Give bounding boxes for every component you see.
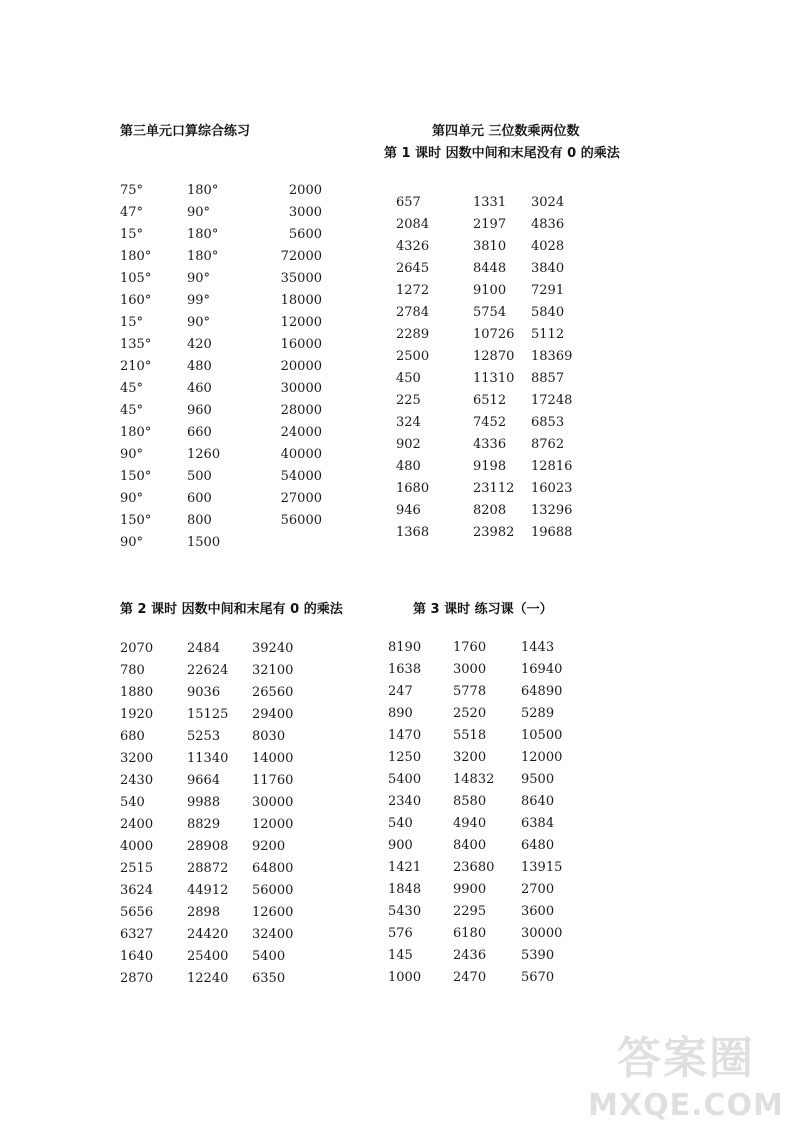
lesson3-column-2-value: 14832: [453, 772, 495, 787]
unit3-column-2-value: 90°: [187, 205, 211, 220]
unit3-column-2: [187, 180, 220, 554]
unit4-column-1-value: 1272: [396, 283, 430, 298]
unit4-column-1-value: 1680: [396, 481, 430, 496]
unit4-column-2-value: 8448: [473, 261, 507, 276]
unit4-column-2-value: 4336: [473, 437, 507, 452]
unit3-column-3-value: 2000: [288, 183, 322, 198]
unit3-column-3-value: 12000: [280, 315, 322, 330]
unit4-column-2-value: 2197: [473, 217, 507, 232]
watermark-logo: [586, 1033, 786, 1123]
lesson3-column-3-value: 8640: [521, 794, 555, 809]
unit4-column-3-value: 8857: [531, 371, 565, 386]
unit4-column-1-value: 2784: [396, 305, 430, 320]
unit3-column-1-value: 105°: [120, 271, 152, 286]
unit4-column-2-value: 23112: [473, 481, 515, 496]
unit3-column-1-value: 90°: [120, 535, 144, 550]
lesson3-column-3-value: 3600: [521, 904, 555, 919]
lesson3-column-2-value: 1760: [453, 640, 487, 655]
lesson3-column-2-value: 5778: [453, 684, 487, 699]
lesson3-column-3-value: 30000: [521, 926, 563, 941]
unit3-column-1-value: 180°: [120, 249, 152, 264]
unit4-column-1-value: 1368: [396, 525, 430, 540]
unit3-column-3-value: 20000: [280, 359, 322, 374]
unit4-column-2-value: 11310: [473, 371, 515, 386]
unit4-column-1-value: 946: [396, 503, 421, 518]
lesson3-column-2-value: 2436: [453, 948, 487, 963]
unit3-column-2-value: 99°: [187, 293, 211, 308]
lesson3-column-2-value: 3000: [453, 662, 487, 677]
unit3-column-3-value: 35000: [280, 271, 322, 286]
lesson3-column-3-value: 5289: [521, 706, 555, 721]
unit4-column-3-value: 3840: [531, 261, 565, 276]
unit3-column-3-value: 24000: [280, 425, 322, 440]
unit4-column-3-value: 3024: [531, 195, 565, 210]
unit3-column-3-value: 16000: [280, 337, 322, 352]
lesson3-column-1-value: 1470: [388, 728, 422, 743]
unit3-column-2-value: 500: [187, 469, 212, 484]
lesson2-column-2-value: 9988: [187, 795, 221, 810]
lesson2-column-2-value: 5253: [187, 729, 221, 744]
lesson2-column-3-value: 11760: [252, 773, 294, 788]
unit4-column-3-value: 5840: [531, 305, 565, 320]
lesson2-column-3-value: 30000: [252, 795, 294, 810]
lesson3-column-2-value: 9900: [453, 882, 487, 897]
lesson2-column-3-value: 29400: [252, 707, 294, 722]
lesson3-column-2: [453, 637, 494, 989]
unit3-column-1-value: 150°: [120, 513, 152, 528]
lesson3-column-3-value: 2700: [521, 882, 555, 897]
lesson2-column-2-value: 22624: [187, 663, 229, 678]
unit4-column-3-value: 5112: [531, 327, 565, 342]
lesson3-column-1-value: 540: [388, 816, 413, 831]
unit3-column-2-value: 660: [187, 425, 212, 440]
lesson3-column-1-value: 1421: [388, 860, 422, 875]
lesson2-column-2-value: 12240: [187, 971, 229, 986]
unit3-column-1-value: 90°: [120, 491, 144, 506]
unit3-column-1-value: 45°: [120, 381, 144, 396]
lesson2-column-1-value: 1920: [120, 707, 154, 722]
lesson2-column-1-value: 680: [120, 729, 145, 744]
lesson2-column-2-value: 28908: [187, 839, 229, 854]
unit3-column-2-value: 960: [187, 403, 212, 418]
lesson2-column-1-value: 5656: [120, 905, 154, 920]
lesson2-column-3-value: 32400: [252, 927, 294, 942]
lesson3-column-3-value: 64890: [521, 684, 563, 699]
unit4-column-3-value: 16023: [531, 481, 573, 496]
lesson2-column-3-value: 14000: [252, 751, 294, 766]
lesson3-column-2-value: 6180: [453, 926, 487, 941]
unit4-column-1-value: 2289: [396, 327, 430, 342]
unit3-column-3-value: 5600: [288, 227, 322, 242]
lesson3-column-1-value: 5430: [388, 904, 422, 919]
lesson2-column-3-value: 9200: [252, 839, 286, 854]
lesson2-column-1-value: 2070: [120, 641, 154, 656]
unit4-column-2-value: 1331: [473, 195, 507, 210]
lesson3-column-2-value: 8400: [453, 838, 487, 853]
lesson2-column-1-value: 3624: [120, 883, 154, 898]
watermark-top-text: 答案圈: [617, 1033, 755, 1084]
lesson2-column-3: [252, 638, 293, 990]
lesson2-title: 第 2 课时 因数中间和末尾有 0 的乘法: [120, 602, 343, 617]
watermark-bottom-text: MXQE.COM: [588, 1088, 784, 1123]
unit3-column-2-value: 800: [187, 513, 212, 528]
lesson2-column-1-value: 6327: [120, 927, 154, 942]
unit4-column-3-value: 18369: [531, 349, 573, 364]
lesson3-column-3-value: 9500: [521, 772, 555, 787]
lesson3-column-1-value: 1250: [388, 750, 422, 765]
unit3-column-1-value: 210°: [120, 359, 152, 374]
unit4-column-2-value: 10726: [473, 327, 515, 342]
unit4-column-1: [396, 192, 429, 544]
unit3-column-3-value: 72000: [280, 249, 322, 264]
unit3-column-1-value: 160°: [120, 293, 152, 308]
unit3-column-3-value: 3000: [288, 205, 322, 220]
unit4-column-1-value: 902: [396, 437, 421, 452]
unit4-column-2: [473, 192, 514, 544]
unit4-column-1-value: 2084: [396, 217, 430, 232]
lesson3-column-3-value: 12000: [521, 750, 563, 765]
unit4-column-2-value: 7452: [473, 415, 507, 430]
lesson2-column-3-value: 12600: [252, 905, 294, 920]
unit4-column-3-value: 12816: [531, 459, 573, 474]
lesson2-column-1-value: 2400: [120, 817, 154, 832]
lesson3-column-3: [521, 637, 562, 989]
unit4-column-2-value: 9100: [473, 283, 507, 298]
lesson3-column-1-value: 5400: [388, 772, 422, 787]
unit3-column-1-value: 150°: [120, 469, 152, 484]
lesson3-column-1-value: 145: [388, 948, 413, 963]
unit3-column-1-value: 180°: [120, 425, 152, 440]
unit4-lesson1-subtitle: 第 1 课时 因数中间和末尾没有 0 的乘法: [384, 146, 620, 161]
lesson3-title: 第 3 课时 练习课（一）: [413, 602, 553, 617]
lesson2-column-2-value: 24420: [187, 927, 229, 942]
unit4-column-2-value: 6512: [473, 393, 507, 408]
unit4-column-3-value: 4028: [531, 239, 565, 254]
unit3-column-3-value: 27000: [280, 491, 322, 506]
lesson2-column-1-value: 780: [120, 663, 145, 678]
lesson3-column-3-value: 16940: [521, 662, 563, 677]
lesson2-column-3-value: 26560: [252, 685, 294, 700]
unit3-column-3-value: 54000: [280, 469, 322, 484]
lesson3-column-1-value: 900: [388, 838, 413, 853]
lesson2-column-2-value: 2898: [187, 905, 221, 920]
lesson3-column-1-value: 247: [388, 684, 413, 699]
lesson3-column-1-value: 8190: [388, 640, 422, 655]
unit3-column-2-value: 1500: [187, 535, 221, 550]
unit3-column-2-value: 420: [187, 337, 212, 352]
unit3-column-2-value: 90°: [187, 315, 211, 330]
lesson2-column-3-value: 6350: [252, 971, 286, 986]
unit4-column-3-value: 13296: [531, 503, 573, 518]
unit4-column-3-value: 8762: [531, 437, 565, 452]
unit4-column-2-value: 23982: [473, 525, 515, 540]
unit4-column-1-value: 2645: [396, 261, 430, 276]
lesson2-column-2-value: 15125: [187, 707, 229, 722]
lesson2-column-1-value: 1880: [120, 685, 154, 700]
lesson2-column-3-value: 64800: [252, 861, 294, 876]
lesson3-column-3-value: 10500: [521, 728, 563, 743]
lesson2-column-2: [187, 638, 228, 990]
unit4-column-2-value: 12870: [473, 349, 515, 364]
unit4-column-3-value: 19688: [531, 525, 573, 540]
lesson2-column-1: [120, 638, 153, 990]
unit3-column-2-value: 460: [187, 381, 212, 396]
lesson2-column-3-value: 5400: [252, 949, 286, 964]
unit3-column-3-value: 28000: [280, 403, 322, 418]
lesson3-column-1-value: 1000: [388, 970, 422, 985]
unit4-column-2-value: 5754: [473, 305, 507, 320]
lesson3-column-2-value: 5518: [453, 728, 487, 743]
lesson2-column-2-value: 9036: [187, 685, 221, 700]
unit3-column-1-value: 90°: [120, 447, 144, 462]
lesson2-column-2-value: 28872: [187, 861, 229, 876]
lesson2-column-3-value: 39240: [252, 641, 294, 656]
lesson2-column-1-value: 4000: [120, 839, 154, 854]
lesson3-column-3-value: 6480: [521, 838, 555, 853]
lesson2-column-2-value: 9664: [187, 773, 221, 788]
unit3-column-1-value: 75°: [120, 183, 144, 198]
unit3-column-3-value: 18000: [280, 293, 322, 308]
lesson2-column-2-value: 8829: [187, 817, 221, 832]
unit3-column-2-value: 480: [187, 359, 212, 374]
unit4-column-2-value: 3810: [473, 239, 507, 254]
unit3-column-2-value: 180°: [187, 249, 219, 264]
lesson3-column-2-value: 4940: [453, 816, 487, 831]
lesson2-column-1-value: 3200: [120, 751, 154, 766]
lesson3-column-2-value: 2470: [453, 970, 487, 985]
lesson3-column-2-value: 23680: [453, 860, 495, 875]
lesson2-column-2-value: 44912: [187, 883, 229, 898]
unit3-column-1-value: 45°: [120, 403, 144, 418]
lesson3-column-3-value: 5390: [521, 948, 555, 963]
lesson3-column-3-value: 5670: [521, 970, 555, 985]
lesson3-column-2-value: 2520: [453, 706, 487, 721]
unit4-column-1-value: 450: [396, 371, 421, 386]
unit4-column-2-value: 8208: [473, 503, 507, 518]
unit3-column-2-value: 1260: [187, 447, 221, 462]
lesson3-column-1-value: 1848: [388, 882, 422, 897]
lesson2-column-1-value: 2870: [120, 971, 154, 986]
unit4-column-1-value: 225: [396, 393, 421, 408]
unit3-title: 第三单元口算综合练习: [120, 124, 251, 139]
lesson3-column-1-value: 890: [388, 706, 413, 721]
unit3-column-3-value: 40000: [280, 447, 322, 462]
lesson2-column-1-value: 540: [120, 795, 145, 810]
unit3-column-1-value: 135°: [120, 337, 152, 352]
unit4-column-3-value: 17248: [531, 393, 573, 408]
unit4-column-1-value: 324: [396, 415, 421, 430]
unit4-column-1-value: 4326: [396, 239, 430, 254]
unit3-column-2-value: 90°: [187, 271, 211, 286]
unit3-column-3: [260, 180, 322, 532]
unit3-column-3-value: 56000: [280, 513, 322, 528]
lesson2-column-1-value: 1640: [120, 949, 154, 964]
unit3-column-1-value: 15°: [120, 227, 144, 242]
unit4-column-3-value: 6853: [531, 415, 565, 430]
lesson3-column-2-value: 8580: [453, 794, 487, 809]
unit3-column-2-value: 180°: [187, 183, 219, 198]
unit3-column-1-value: 15°: [120, 315, 144, 330]
lesson2-column-1-value: 2515: [120, 861, 154, 876]
unit4-column-1-value: 2500: [396, 349, 430, 364]
lesson2-column-3-value: 8030: [252, 729, 286, 744]
lesson2-column-1-value: 2430: [120, 773, 154, 788]
lesson2-column-2-value: 2484: [187, 641, 221, 656]
unit4-title: 第四单元 三位数乘两位数: [432, 124, 580, 139]
lesson3-column-3-value: 13915: [521, 860, 563, 875]
unit4-column-2-value: 9198: [473, 459, 507, 474]
unit4-column-3-value: 4836: [531, 217, 565, 232]
lesson2-column-3-value: 56000: [252, 883, 294, 898]
lesson2-column-2-value: 11340: [187, 751, 229, 766]
unit3-column-1-value: 47°: [120, 205, 144, 220]
lesson2-column-3-value: 32100: [252, 663, 294, 678]
lesson3-column-1-value: 576: [388, 926, 413, 941]
lesson3-column-2-value: 3200: [453, 750, 487, 765]
unit4-column-1-value: 480: [396, 459, 421, 474]
unit3-column-3-value: 30000: [280, 381, 322, 396]
lesson3-column-3-value: 1443: [521, 640, 555, 655]
unit3-column-2-value: 600: [187, 491, 212, 506]
unit4-column-3-value: 7291: [531, 283, 565, 298]
unit3-column-1: [120, 180, 151, 554]
unit4-column-3: [531, 192, 572, 544]
lesson3-column-1-value: 2340: [388, 794, 422, 809]
lesson2-column-2-value: 25400: [187, 949, 229, 964]
lesson3-column-1-value: 1638: [388, 662, 422, 677]
lesson2-column-3-value: 12000: [252, 817, 294, 832]
lesson3-column-1: [388, 637, 421, 989]
lesson3-column-3-value: 6384: [521, 816, 555, 831]
lesson3-column-2-value: 2295: [453, 904, 487, 919]
unit4-column-1-value: 657: [396, 195, 421, 210]
unit3-column-2-value: 180°: [187, 227, 219, 242]
